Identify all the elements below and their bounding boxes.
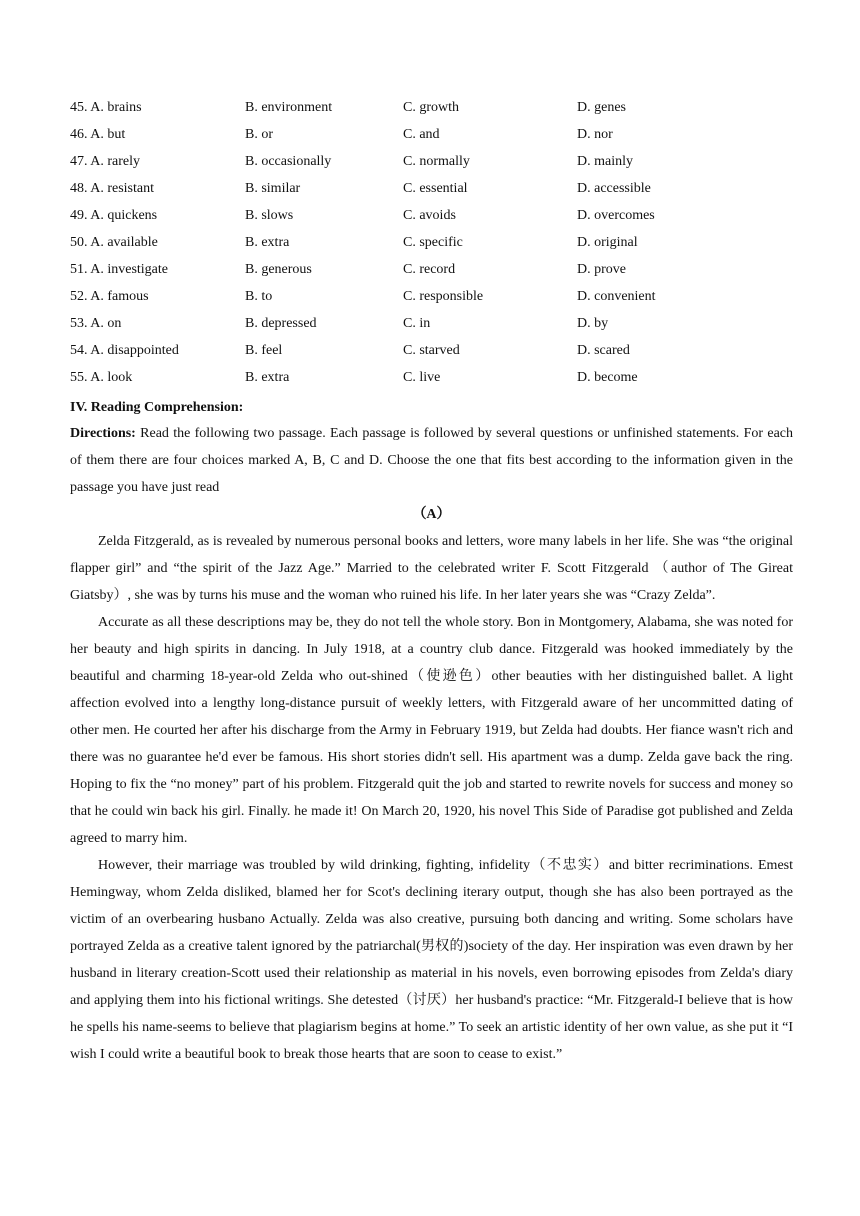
option-a: 49. A. quickens [70,208,158,223]
option-row-54 [70,339,810,366]
option-d: D. original [577,235,638,250]
section-heading: IV. Reading Comprehension: [70,400,244,415]
option-d: D. scared [577,343,630,358]
option-row-55 [70,366,810,393]
option-d: D. become [577,370,638,385]
option-b: B. extra [245,370,290,385]
option-d: D. mainly [577,154,633,169]
option-d: D. nor [577,127,613,142]
option-row-48 [70,177,810,204]
option-b: B. depressed [245,316,317,331]
reading-section [70,420,793,1068]
option-c: C. specific [403,235,463,250]
option-row-47 [70,150,810,177]
option-a: 55. A. look [70,370,133,385]
option-b: B. to [245,289,273,304]
answer-options-list [70,96,810,393]
option-a: 46. A. but [70,127,126,142]
option-b: B. or [245,127,273,142]
option-row-51 [70,258,810,285]
option-a: 54. A. disappointed [70,343,179,358]
option-b: B. similar [245,181,301,196]
option-row-50 [70,231,810,258]
paragraph-3: However, their marriage was troubled by wild drinking, fighting, infidelity（不忠实）and bitter recriminations. Emest Hemingway, whom Zelda disliked, blamed her for Scot's declining iterary output, though she has also been portrayed as the victim of an overbearing husbano Actually. Zelda was also creative, pursuing both dancing and writing. Some scholars have portrayed Zelda as a creative talent ignored by the patriarchal(男权的)society of the day. Her inspiration was even drawn by her husband in literary creation-Scott used their relationship as material in his novels, even borrowing episodes from Zelda's diary and applying them into his fictional writings. She detested（讨厌）her husband's practice: “Mr. Fitzgerald-I believe that is how he spells his name-seems to believe that plagiarism begins at home.” To seek an artistic identity of her own value, as she put it “I wish I could write a beautiful book to break those hearts that are soon to cease to exist.” [70,858,793,1062]
option-row-46 [70,123,810,150]
option-c: C. essential [403,181,468,196]
paragraph-2: Accurate as all these descriptions may be, they do not tell the whole story. Bon in Montgomery, Alabama, she was noted for her beauty and high spirits in dancing. In July 1918, at a country club dance. Fitzgerald was hooked immediately by the beautiful and charming 18-year-old Zelda who out-shined（使逊色）other beauties with her distinguished ballet. A light affection evolved into a lengthy long-distance pursuit of weekly letters, with Fitzgerald aware of her uncommitted dating of other men. He courted her after his discharge from the Army in February 1919, but Zelda had doubts. Her fiance wasn't rich and there was no guarantee he'd ever be famous. His short stories didn't sell. His apartment was a dump. Zelda gave back the ring. Hoping to fix the “no money” part of his problem. Fitzgerald quit the job and started to rewrite novels for success and money so that he could win back his girl. Finally. he made it! On March 20, 1920, his novel This Side of Paradise got published and Zelda agreed to marry him. [70,615,793,846]
option-a: 51. A. investigate [70,262,168,277]
option-c: C. live [403,370,441,385]
option-d: D. accessible [577,181,651,196]
option-c: C. in [403,316,431,331]
paragraph-1: Zelda Fitzgerald, as is revealed by numerous personal books and letters, wore many labels in her life. She was “the original flapper girl” and “the spirit of the Jazz Age.” Married to the celebrated writer F. Scott Fitzgerald （author of The Gireat Giatsby）, she was by turns his muse and the woman who ruined his life. In her later years she was “Crazy Zelda”. [70,534,793,603]
option-a: 47. A. rarely [70,154,140,169]
option-a: 45. A. brains [70,100,142,115]
option-d: D. genes [577,100,626,115]
option-row-53 [70,312,810,339]
directions [70,420,793,501]
option-row-45 [70,96,810,123]
option-c: C. normally [403,154,470,169]
directions-text: Read the following two passage. Each passage is followed by several questions or unfinished statements. For each of them there are four choices marked A, B, C and D. Choose the one that fits best according to the information given in the passage you have just read [70,426,793,495]
option-d: D. by [577,316,609,331]
option-a: 53. A. on [70,316,122,331]
option-b: B. slows [245,208,294,223]
option-d: D. prove [577,262,626,277]
option-c: C. and [403,127,440,142]
option-a: 50. A. available [70,235,158,250]
option-c: C. avoids [403,208,456,223]
option-b: B. extra [245,235,290,250]
option-c: C. starved [403,343,460,358]
option-c: C. record [403,262,456,277]
option-b: B. feel [245,343,283,358]
option-row-52 [70,285,810,312]
option-row-49 [70,204,810,231]
option-b: B. occasionally [245,154,332,169]
option-b: B. generous [245,262,312,277]
option-a: 52. A. famous [70,289,149,304]
option-c: C. responsible [403,289,484,304]
option-c: C. growth [403,100,459,115]
option-d: D. overcomes [577,208,655,223]
option-d: D. convenient [577,289,656,304]
option-b: B. environment [245,100,333,115]
directions-label: Directions: [70,426,136,441]
option-a: 48. A. resistant [70,181,154,196]
passage-label: （A） [412,507,451,522]
